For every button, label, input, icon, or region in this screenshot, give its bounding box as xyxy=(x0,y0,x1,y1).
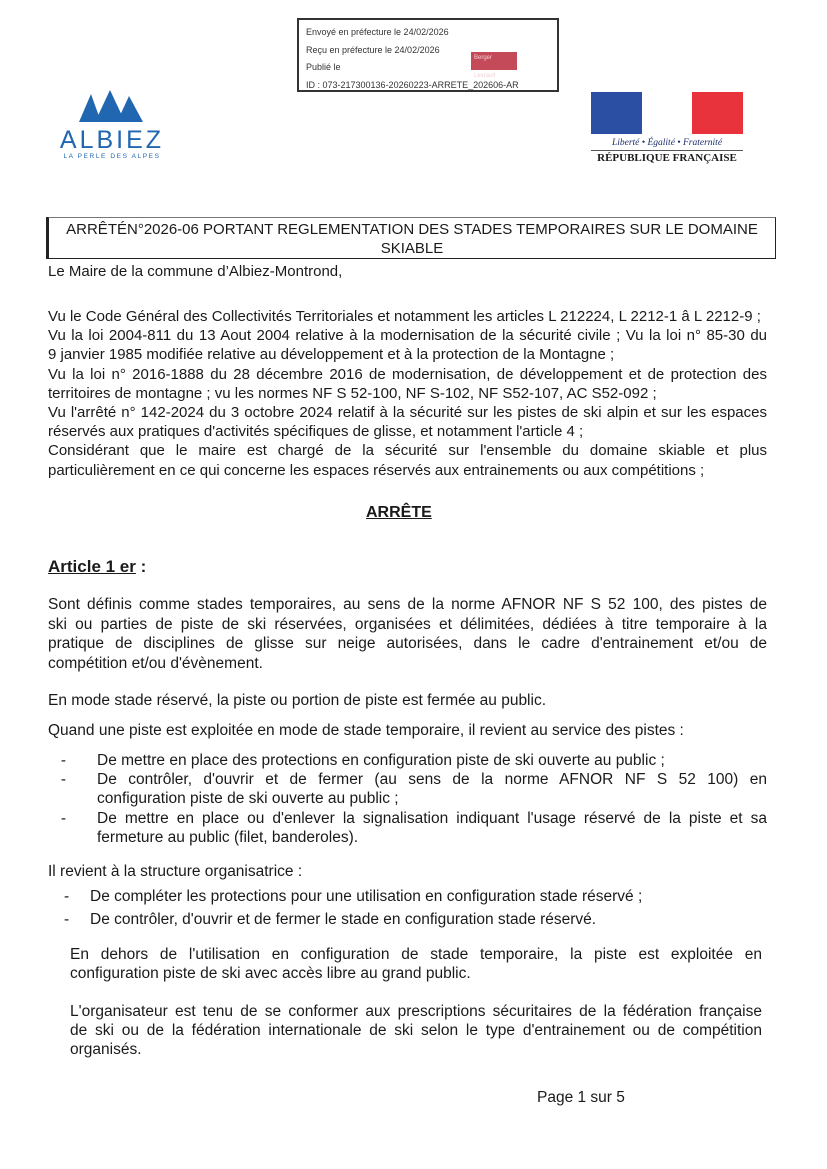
list-item: - De mettre en place ou d'enlever la signalisation indiquant l'usage réservé de la piste et sa fermeture au public (filet, banderoles). xyxy=(48,809,767,846)
list-item-text: De mettre en place des protections en configuration piste de ski ouverte au public ; xyxy=(97,752,665,769)
vu-line: Vu la loi 2004-811 du 13 Aout 2004 relative à la modernisation de la sécurité civile ; Vu la loi n° 85-30 du xyxy=(48,327,767,345)
paragraph-line: compétition et/ou d'évènement. xyxy=(48,654,263,672)
list-item-text: configuration piste de ski ouverte au public ; xyxy=(97,790,399,808)
prefecture-stamp xyxy=(297,18,559,92)
albiez-logo xyxy=(52,88,172,160)
berger-levrault-seal xyxy=(471,52,517,79)
service-duties-list xyxy=(48,751,767,847)
vu-line: Vu la loi n° 2016-1888 du 28 décembre 2016 de modernisation, de développement et de protection des xyxy=(48,365,767,383)
vu-line: réservés aux pratiques d'activités spécifiques de glisse, et notamment l'article 4 ; xyxy=(48,423,584,441)
marianne-flag-icon xyxy=(591,92,743,134)
list-item: - De mettre en place des protections en configuration piste de ski ouverte au public ; xyxy=(48,752,665,769)
vu-line: Vu l'arrêté n° 142-2024 du 3 octobre 2024 relatif à la sécurité sur les pistes de ski alpin et sur les espaces xyxy=(48,404,767,422)
title-line: ARRÊTÉN°2026-06 PORTANT REGLEMENTATION DES STADES TEMPORAIRES SUR LE DOMAINE xyxy=(66,221,758,238)
article-1-p6 xyxy=(70,1002,762,1060)
paragraph-line: L'organisateur est tenu de se conformer aux prescriptions sécuritaires de la fédération française xyxy=(70,1003,762,1020)
paragraph-line: organisés. xyxy=(70,1041,142,1059)
paragraph-line: pratique de disciplines de glisse sur neige autorisées, dans le cadre d'entrainement et/ou de xyxy=(48,635,767,652)
organizer-duties-list xyxy=(64,885,783,931)
list-item-text: De contrôler, d'ouvrir et de fermer (au sens de la norme AFNOR NF S 52 100) en xyxy=(97,771,767,789)
stamp-id: ID : 073-217300136-20260223-ARRETE_202606-AR xyxy=(306,79,519,90)
paragraph-line: Sont définis comme stades temporaires, au sens de la norme AFNOR NF S 52 100, des pistes de xyxy=(48,596,767,613)
seal-text: Berger xyxy=(474,55,493,61)
stamp-published: Publié le xyxy=(306,62,341,72)
article-1-p3: Quand une piste est exploitée en mode de stade temporaire, il revient au service des pistes : xyxy=(48,722,684,739)
mountains-icon xyxy=(77,88,147,122)
article-1-heading xyxy=(48,557,146,577)
considerants xyxy=(48,307,767,480)
logo-tagline: LA PERLE DES ALPES xyxy=(63,153,161,160)
page-number: Page 1 sur 5 xyxy=(537,1089,625,1106)
vu-line: territoires de montagne ; vu les normes NF S 52-100, NF S-102, NF S52-107, AC S52-092 ; xyxy=(48,384,657,402)
list-item: - De contrôler, d'ouvrir et de fermer le stade en configuration stade réservé. xyxy=(64,908,783,931)
article-1-p5 xyxy=(70,945,762,983)
vu-line: particulièrement en ce qui concerne les espaces réservés aux entrainements ou aux compétitions ; xyxy=(48,461,705,479)
paragraph-line: configuration piste de ski avec accès libre au grand public. xyxy=(70,965,471,983)
arrete-heading: ARRÊTE xyxy=(366,504,432,521)
republique-name: RÉPUBLIQUE FRANÇAISE xyxy=(597,152,737,164)
stamp-sent: Envoyé en préfecture le 24/02/2026 xyxy=(306,27,449,37)
article-1-p4: Il revient à la structure organisatrice : xyxy=(48,863,303,880)
republique-francaise-logo xyxy=(591,92,743,164)
list-item-text: De contrôler, d'ouvrir et de fermer le stade en configuration stade réservé. xyxy=(90,911,597,928)
title-line: SKIABLE xyxy=(380,240,444,257)
list-item-text: De compléter les protections pour une utilisation en configuration stade réservé ; xyxy=(90,888,643,905)
list-item-text: fermeture au public (filet, banderoles). xyxy=(97,828,359,846)
document-title xyxy=(48,217,776,259)
intro: Le Maire de la commune d’Albiez-Montrond, xyxy=(48,263,343,280)
list-item: - De contrôler, d'ouvrir et de fermer (au sens de la norme AFNOR NF S 52 100) en configuration piste de ski ouverte au public ; xyxy=(48,771,767,808)
vu-line: Vu le Code Général des Collectivités Territoriales et notamment les articles L 212224, L 2212-1 â L 2212-9 ; xyxy=(48,308,761,325)
motto: Liberté • Égalité • Fraternité xyxy=(591,138,743,151)
list-item: - De compléter les protections pour une utilisation en configuration stade réservé ; xyxy=(64,885,783,908)
paragraph-line: de ski ou de la fédération internationale de ski selon le type d'entrainement ou de compétition xyxy=(70,1022,762,1040)
logo-name: ALBIEZ xyxy=(59,126,165,154)
vu-line: Considérant que le maire est chargé de la sécurité sur l'ensemble du domaine skiable et plus xyxy=(48,442,767,460)
article-heading-text: Article 1 er xyxy=(48,557,136,576)
stamp-received: Reçu en préfecture le 24/02/2026 xyxy=(306,44,440,55)
seal-text: Levrault xyxy=(474,72,496,79)
article-1-p1 xyxy=(48,595,767,673)
article-1-p2: En mode stade réservé, la piste ou portion de piste est fermée au public. xyxy=(48,692,547,709)
vu-line: 9 janvier 1985 modifiée relative au développement et à la protection de la Montagne ; xyxy=(48,346,615,364)
list-item-text: De mettre en place ou d'enlever la signalisation indiquant l'usage réservé de la piste et sa xyxy=(97,809,767,827)
article-heading-colon: : xyxy=(135,557,147,576)
paragraph-line: En dehors de l'utilisation en configuration de stade temporaire, la piste est exploitée en xyxy=(70,946,762,963)
paragraph-line: ski ou parties de piste de ski réservées, organisées et délimitées, dédiées à titre temporaire à la xyxy=(48,615,767,633)
